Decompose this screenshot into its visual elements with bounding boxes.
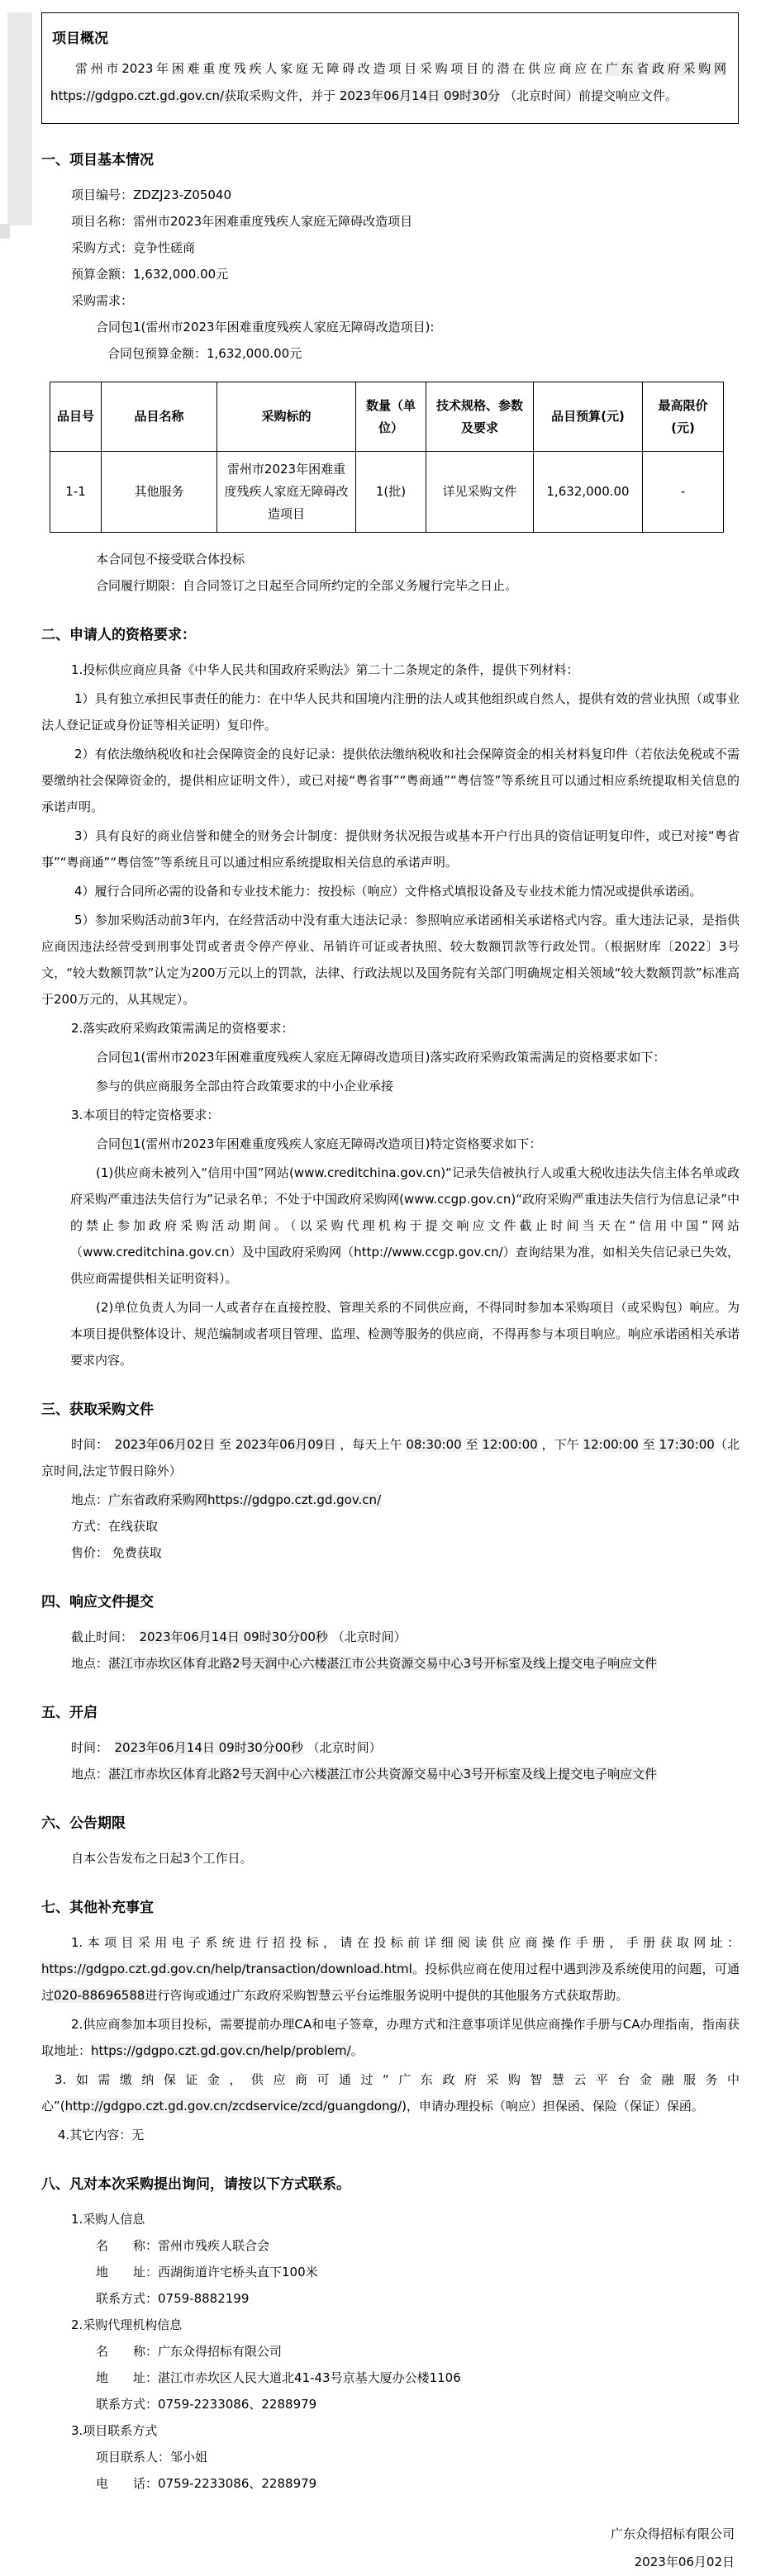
purchaser-name: 名 称：雷州市残疾人联合会 bbox=[96, 2238, 270, 2253]
agency-info-title: 2.采购代理机构信息 bbox=[71, 2317, 183, 2332]
cell-subject: 雷州市2023年困难重度残疾人家庭无障碍改造项目 bbox=[217, 452, 356, 533]
contract-package-budget-line: 合同包预算金额：1,632,000.00元 bbox=[107, 346, 302, 361]
specific-requirement-package: 合同包1(雷州市2023年困难重度残疾人家庭无障碍改造项目)特定资格要求如下： bbox=[96, 1136, 542, 1151]
opening-location: 地点：湛江市赤坎区体育北路2号天润中心六楼湛江市公共资源交易中心3号开标室及线上提交电子响应文件 bbox=[71, 1767, 658, 1781]
specific-requirement-title: 3.本项目的特定资格要求： bbox=[71, 1108, 220, 1122]
project-contact-title: 3.项目联系方式 bbox=[71, 2423, 158, 2438]
col-item-budget: 品目预算(元) bbox=[534, 382, 643, 452]
table-row bbox=[50, 452, 724, 533]
col-item-no: 品目号 bbox=[50, 382, 102, 452]
doc-obtain-price: 售价： 免费获取 bbox=[71, 1545, 162, 1560]
qualification-p3: 2）有依法缴纳税收和社会保障资金的良好记录：提供依法缴纳税收和社会保障资金的相关材料复印件（若依法免税或不需要缴纳社会保障资金的，提供相应证明文件），或已对接“粤省事”“粤商通”“粤信签”等系统且可以通过相应系统提取相关信息的承诺声明。 bbox=[41, 747, 740, 814]
policy-requirement-title: 2.落实政府采购政策需满足的资格要求： bbox=[71, 1021, 294, 1036]
overview-title: 项目概况 bbox=[52, 31, 108, 47]
procurement-announcement-page bbox=[0, 12, 766, 2569]
col-price-cap: 最高限价(元) bbox=[643, 382, 724, 452]
contract-term-note: 合同履行期限：自合同签订之日起至合同所约定的全部义务履行完毕之日止。 bbox=[96, 578, 518, 593]
supplement-p4: 4.其它内容：无 bbox=[58, 2128, 145, 2142]
document-body bbox=[0, 150, 766, 2576]
opening-time: 时间： 2023年06月14日 09时30分00秒 （北京时间） bbox=[71, 1740, 382, 1755]
doc-obtain-time: 时间： 2023年06月02日 至 2023年06月09日 ，每天上午 08:30:00 至 12:00:00 ，下午 12:00:00 至 17:30:00（北京时间,法定节假日除外） bbox=[41, 1437, 740, 1478]
submission-location: 地点：湛江市赤坎区体育北路2号天润中心六楼湛江市公共资源交易中心3号开标室及线上提交电子响应文件 bbox=[71, 1656, 658, 1671]
project-contact-person: 项目联系人：邹小姐 bbox=[96, 2450, 208, 2465]
agency-address: 地 址：湛江市赤坎区人民大道北41-43号京基大厦办公楼1106 bbox=[96, 2370, 461, 2385]
page-left-gutter bbox=[7, 12, 32, 225]
cell-quantity: 1(批) bbox=[356, 452, 426, 533]
contract-notes bbox=[41, 546, 740, 599]
supplement-p3: 3.如需缴纳保证金，供应商可通过“广东政府采购智慧云平台金融服务中心”(http://gdgpo.czt.gd.gov.cn/zcdservice/zcd/guangdong/)，申请办理投标（响应）担保函、保险（保证）保函。 bbox=[41, 2072, 740, 2113]
announcement-period: 自本公告发布之日起3个工作日。 bbox=[71, 1851, 253, 1866]
qualification-p1: 1.投标供应商应具备《中华人民共和国政府采购法》第二十二条规定的条件，提供下列材料： bbox=[71, 662, 579, 677]
doc-obtain-method: 方式：在线获取 bbox=[71, 1519, 159, 1534]
qualification-p4: 3）具有良好的商业信誉和健全的财务会计制度：提供财务状况报告或基本开户行出具的资信证明复印件，或已对接“粤省事”“粤商通”“粤信签”等系统且可以通过相应系统提取相关信息的承诺声明。 bbox=[41, 828, 740, 870]
supplement-p2: 2.供应商参加本项目投标，需要提前办理CA和电子签章，办理方式和注意事项详见供应商操作手册与CA办理指南，指南获取地址：https://gdgpo.czt.gd.gov.cn/help/problem/。 bbox=[41, 2017, 740, 2058]
no-consortium-note: 本合同包不接受联合体投标 bbox=[96, 552, 245, 567]
procurement-demand-line: 采购需求： bbox=[71, 293, 134, 308]
col-item-name: 品目名称 bbox=[102, 382, 217, 452]
col-tech-spec: 技术规格、参数及要求 bbox=[426, 382, 534, 452]
policy-requirement-sme: 参与的供应商服务全部由符合政策要求的中小企业承接 bbox=[96, 1079, 394, 1093]
project-contact-phone: 电 话：0759-2233086、2288979 bbox=[96, 2476, 317, 2491]
section-2-heading: 二、申请人的资格要求： bbox=[41, 627, 196, 643]
overview-paragraph: 雷州市2023年困难重度残疾人家庭无障碍改造项目采购项目的潜在供应商应在广东省政府采购网https://gdgpo.czt.gd.gov.cn/获取采购文件，并于 2023年06月14日 09时30分 （北京时间）前提交响应文件。 bbox=[50, 61, 726, 103]
section-3-heading: 三、获取采购文件 bbox=[41, 1402, 154, 1418]
agency-name: 名 称：广东众得招标有限公司 bbox=[96, 2344, 283, 2359]
items-table bbox=[50, 382, 724, 533]
cell-item-no: 1-1 bbox=[50, 452, 102, 533]
budget-amount-line: 预算金额：1,632,000.00元 bbox=[71, 267, 229, 282]
qualification-p5: 4）履行合同所必需的设备和专业技术能力：按投标（响应）文件格式填报设备及专业技术能力情况或提供承诺函。 bbox=[74, 884, 702, 899]
section-6-heading: 六、公告期限 bbox=[41, 1815, 126, 1832]
project-name-line: 项目名称：雷州市2023年困难重度残疾人家庭无障碍改造项目 bbox=[71, 214, 413, 229]
cell-item-name: 其他服务 bbox=[102, 452, 217, 533]
purchaser-info-title: 1.采购人信息 bbox=[71, 2212, 145, 2227]
section-8-heading: 八、凡对本次采购提出询问，请按以下方式联系。 bbox=[41, 2176, 350, 2193]
cell-tech-spec: 详见采购文件 bbox=[426, 452, 534, 533]
cell-price-cap: - bbox=[643, 452, 724, 533]
doc-obtain-location: 地点：广东省政府采购网https://gdgpo.czt.gd.gov.cn/ bbox=[71, 1492, 382, 1507]
section-4-heading: 四、响应文件提交 bbox=[41, 1594, 154, 1611]
section-5-heading: 五、开启 bbox=[41, 1705, 98, 1721]
cell-item-budget: 1,632,000.00 bbox=[534, 452, 643, 533]
contract-package-line: 合同包1(雷州市2023年困难重度残疾人家庭无障碍改造项目): bbox=[96, 320, 435, 334]
specific-requirement-credit: (1)供应商未被列入“信用中国”网站(www.creditchina.gov.cn)“记录失信被执行人或重大税收违法失信主体名单或政府采购严重违法失信行为”记录名单；不处于中国政府采购网(www.ccgp.gov.cn)“政府采购严重违法失信行为信息记录”中的禁止参加政府采购活动期间。（以采购代理机构于提交响应文件截止时间当天在“信用中国”网站（www.creditchina.gov.cn）及中国政府采购网（http://www.ccgp.gov.cn/）查询结果为准，如相关失信记录已失效，供应商需提供相关证明资料）。 bbox=[70, 1165, 740, 1286]
supplement-p1: 1.本项目采用电子系统进行招投标，请在投标前详细阅读供应商操作手册，手册获取网址：https://gdgpo.czt.gd.gov.cn/help/transaction/download.html。投标供应商在使用过程中遇到涉及系统使用的问题，可通过020-88696588进行咨询或通过广东政府采购智慧云平台运维服务说明中提供的其他服务方式获取帮助。 bbox=[41, 1935, 740, 2003]
col-quantity: 数量（单位） bbox=[356, 382, 426, 452]
specific-requirement-relation: (2)单位负责人为同一人或者存在直接控股、管理关系的不同供应商，不得同时参加本采购项目（或采购包）响应。为本项目提供整体设计、规范编制或者项目管理、监理、检测等服务的供应商，不得再参与本项目响应。响应承诺函相关承诺要求内容。 bbox=[70, 1300, 740, 1368]
project-number-line: 项目编号：ZDZJ23-Z05040 bbox=[71, 187, 232, 202]
page-left-gutter-tab bbox=[0, 224, 10, 239]
section-1-heading: 一、项目基本情况 bbox=[41, 152, 154, 168]
signature-block bbox=[41, 2520, 740, 2576]
signature-company: 广东众得招标有限公司 bbox=[610, 2526, 735, 2541]
project-overview-box bbox=[41, 12, 739, 124]
procurement-method-line: 采购方式：竞争性磋商 bbox=[71, 240, 196, 255]
purchaser-contact: 联系方式：0759-8882199 bbox=[96, 2291, 250, 2306]
col-subject: 采购标的 bbox=[217, 382, 356, 452]
qualification-p6: 5）参加采购活动前3年内，在经营活动中没有重大违法记录：参照响应承诺函相关承诺格式内容。重大违法记录，是指供应商因违法经营受到刑事处罚或者责令停产停业、吊销许可证或者执照、较大数额罚款等行政处罚。（根据财库〔2022〕3号文，“较大数额罚款”认定为200万元以上的罚款，法律、行政法规以及国务院有关部门明确规定相关领域“较大数额罚款”标准高于200万元的，从其规定）。 bbox=[41, 913, 740, 1007]
section-7-heading: 七、其他补充事宜 bbox=[41, 1900, 154, 1916]
policy-requirement-package: 合同包1(雷州市2023年困难重度残疾人家庭无障碍改造项目)落实政府采购政策需满足的资格要求如下： bbox=[96, 1050, 666, 1065]
agency-contact: 联系方式：0759-2233086、2288979 bbox=[96, 2397, 317, 2412]
items-table-header bbox=[50, 382, 724, 452]
signature-date: 2023年06月02日 bbox=[634, 2555, 735, 2569]
qualification-p2: 1）具有独立承担民事责任的能力：在中华人民共和国境内注册的法人或其他组织或自然人，提供有效的营业执照（或事业法人登记证或身份证等相关证明）复印件。 bbox=[41, 691, 740, 733]
submission-deadline: 截止时间： 2023年06月14日 09时30分00秒 （北京时间） bbox=[71, 1630, 407, 1644]
purchaser-address: 地 址：西湖街道许宅桥头直下100米 bbox=[96, 2265, 318, 2279]
